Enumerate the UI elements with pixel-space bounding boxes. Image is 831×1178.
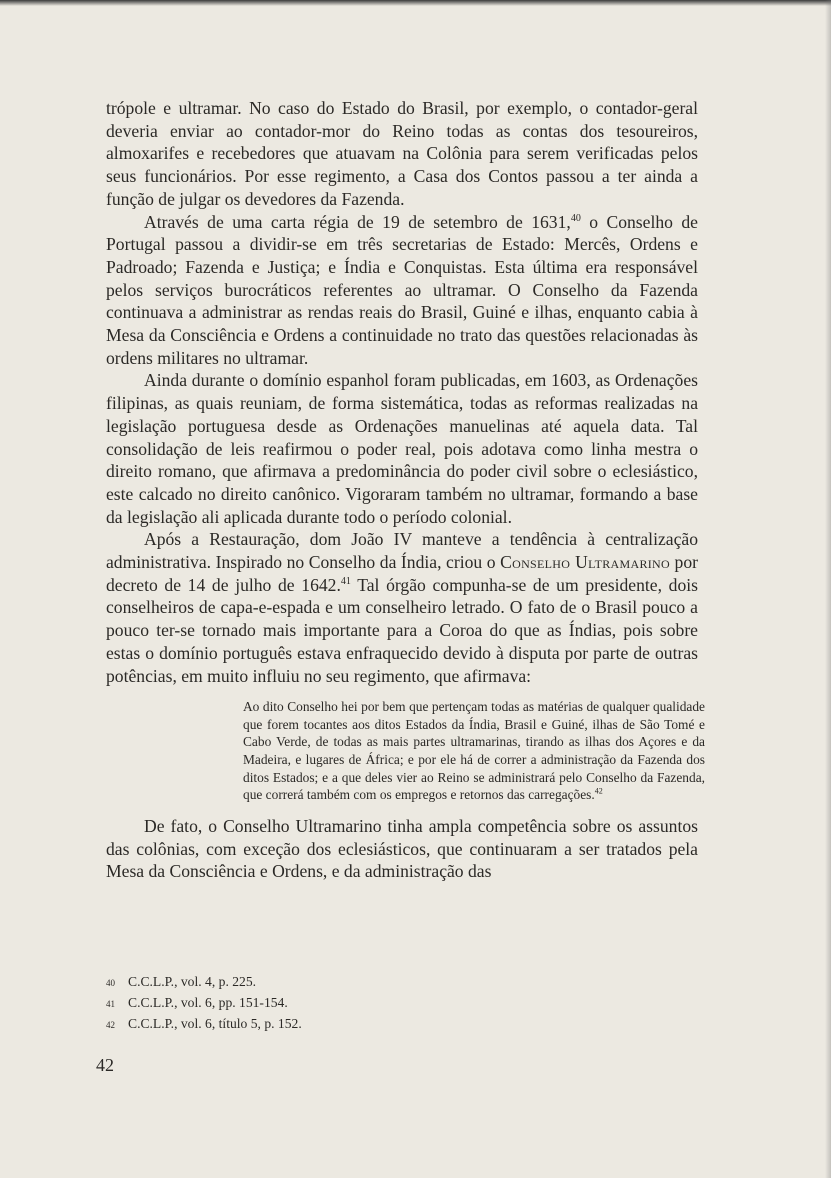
paragraph-4-text-a: Após a Restauração, dom João IV manteve a tendência à centralização administrativa. Inspirado no Conselho da Índia, criou o [106,529,698,573]
conselho-ultramarino-term: Conselho Ultramarino [500,552,670,573]
footnote-ref-42: 42 [594,786,603,796]
footnote-number: 41 [106,999,115,1009]
footnote-ref-40: 40 [570,212,581,224]
paragraph-4-text-b: por decreto de 14 de julho de 1642. [106,552,698,595]
footnote-ref-41: 41 [340,575,351,587]
quote-text: Ao dito Conselho hei por bem que pertençam todas as matérias de qualquer qualidade que forem tocantes aos ditos Estados da Índia, Brasil e Guiné, ilhas de São Tomé e Cabo Verde, de todas as mais partes ultramarinas, tirando as ilhas dos Açores e da Madeira, e lugares de África; e por ele há de correr a administração da Fazenda dos ditos Estados; e a que deles vier ao Reino se administrará pelo Conselho da Fazenda, que correrá também com os empregos e retornos das carregações. [243,699,705,803]
footnote-text: C.C.L.P., vol. 4, p. 225. [128,974,257,989]
footnotes [106,972,698,1035]
paragraph-1: trópole e ultramar. No caso do Estado do Brasil, por exemplo, o contador-geral deveria enviar ao contador-mor do Reino todas as contas dos tesoureiros, almoxarifes e recebedores que atuavam na Colônia para serem verificadas pelos seus funcionários. Por esse regimento, a Casa dos Contos passou a ter ainda a função de julgar os devedores da Fazenda. [106,98,698,209]
page-top-edge [0,0,831,6]
paragraph-5: De fato, o Conselho Ultramarino tinha ampla competência sobre os assuntos das colônias, com exceção dos eclesiásticos, que continuaram a ser tratados pela Mesa da Consciência e Ordens, e da administração das [106,815,698,882]
paragraph-2-text-a: Através de uma carta régia de 19 de setembro de 1631, [144,211,571,232]
paragraph-4-text-c: Tal órgão compunha-se de um presidente, dois conselheiros de capa-e-espada e um conselheiro letrado. O fato de o Brasil pouco a pouco ter-se tornado mais importante para a Coroa do que as Índias, pois sobre estas o domínio português estava enfraquecido devido à disputa por parte de outras potências, em muito influiu no seu regimento, que afirmava: [106,574,698,686]
paragraph-2 [106,211,698,370]
footnote-text: C.C.L.P., vol. 6, título 5, p. 152. [128,1016,302,1031]
footnote-40 [106,972,698,993]
footnote-number: 40 [106,978,115,988]
paragraph-4 [106,528,698,687]
page-number: 42 [96,1055,114,1075]
paragraph-3: Ainda durante o domínio espanhol foram publicadas, em 1603, as Ordenações filipinas, as quais reuniam, de forma sistemática, todas as reformas realizadas na legislação portuguesa desde as Ordenações manuelinas até aquela data. Tal consolidação de leis reafirmou o poder real, pois adotava como linha mestra o direito romano, que afirmava a predominância do poder civil sobre o eclesiástico, este calcado no direito canônico. Vigoraram também no ultramar, formando a base da legislação ali aplicada durante todo o período colonial. [106,370,698,527]
block-quote [243,698,705,804]
page-right-edge [825,0,831,1178]
body-text [106,97,705,883]
footnote-text: C.C.L.P., vol. 6, pp. 151-154. [128,995,288,1010]
footnote-42 [106,1014,698,1035]
footnote-number: 42 [106,1020,115,1030]
footnote-41 [106,993,698,1014]
paragraph-2-text-b: o Conselho de Portugal passou a dividir-se em três secretarias de Estado: Mercês, Ordens e Padroado; Fazenda e Justiça; e Índia e Conquistas. Esta última era responsável pelos serviços burocráticos referentes ao ultramar. O Conselho da Fazenda continuava a administrar as rendas reais do Brasil, Guiné e ilhas, enquanto cabia à Mesa da Consciência e Ordens a continuidade no trato das questões relacionadas às ordens militares no ultramar. [106,211,698,368]
